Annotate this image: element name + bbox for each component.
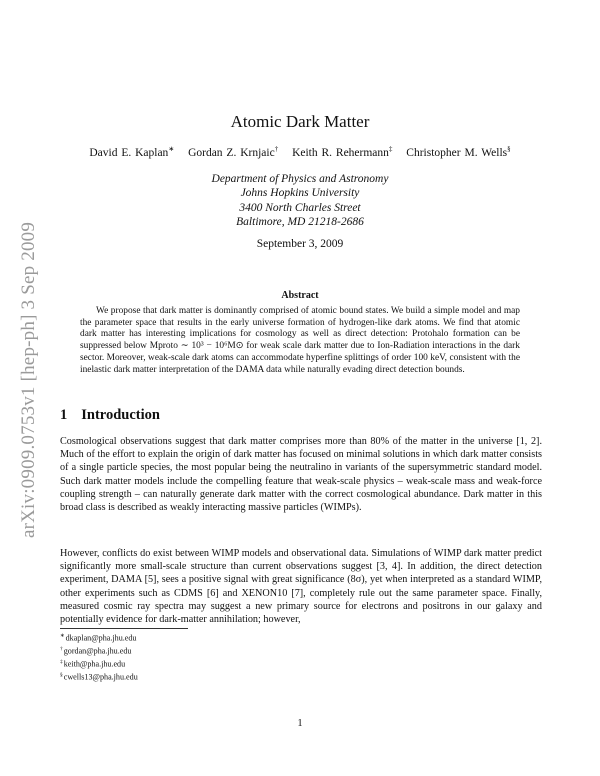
affiliation-line: Department of Physics and Astronomy bbox=[211, 173, 389, 185]
section-number: 1 bbox=[60, 407, 68, 423]
author-list bbox=[0, 145, 600, 159]
author-mark: † bbox=[274, 145, 279, 153]
author bbox=[292, 147, 392, 159]
author bbox=[89, 147, 174, 159]
author-name: Keith R. Rehermann bbox=[292, 146, 389, 159]
author bbox=[406, 147, 510, 159]
paper-title: Atomic Dark Matter bbox=[230, 112, 370, 131]
author-name: David E. Kaplan bbox=[89, 146, 169, 159]
affiliation bbox=[0, 172, 600, 229]
abstract-heading: Abstract bbox=[281, 290, 319, 301]
footnote-email[interactable]: gordan@pha.jhu.edu bbox=[63, 646, 132, 656]
page-number: 1 bbox=[297, 718, 303, 729]
affiliation-line: 3400 North Charles Street bbox=[239, 201, 361, 214]
body-paragraph: However, conflicts do exist between WIMP models and observational data. Simulations of WIMP dark matter predict significantly more small-scale structure than current observations suggest [3, 4]. In addition, the direct detection experiment, DAMA [5], sees a positive signal with great significance (8σ), yet when interpreted as a standard WIMP, other experiments such as CDMS [6] and XENON10 [7], completely rule out the same parameter space. Finally, measured cosmic ray spectra may suggest a new primary source for electrons and positrons in our galaxy and potentially evidence for dark-matter annihilation; however, bbox=[60, 548, 542, 626]
footnote bbox=[60, 670, 138, 683]
affiliation-line: Baltimore, MD 21218-2686 bbox=[236, 215, 364, 228]
author bbox=[188, 147, 278, 159]
affiliation-line: Johns Hopkins University bbox=[240, 187, 360, 200]
author-name: Christopher M. Wells bbox=[406, 146, 508, 159]
author-mark: ‡ bbox=[388, 145, 393, 153]
abstract-body: We propose that dark matter is dominantly comprised of atomic bound states. We build a simple model and map the parameter space that results in the early universe formation of hydrogen-like dark atoms. We find that atomic dark matter has interesting implications for cosmology as well as direct detection: Protohalo formation can be suppressed below Mproto ∼ 10³ − 10⁶M⊙ for weak scale dark matter due to Ion-Radiation interactions in the dark sector. Moreover, weak-scale dark atoms can accommodate hyperfine splittings of order 100 keV, consistent with the inelastic dark matter interpretation of the DAMA data while naturally evading direct detection bounds. bbox=[80, 306, 520, 375]
author-mark: § bbox=[507, 145, 511, 153]
section-title: Introduction bbox=[81, 407, 160, 423]
footnotes bbox=[60, 631, 138, 683]
footnote bbox=[60, 644, 138, 657]
footnote bbox=[60, 657, 138, 670]
footnote-mark: † bbox=[60, 645, 63, 652]
footnote-mark: § bbox=[60, 671, 63, 678]
footnote-mark: ‡ bbox=[60, 658, 63, 665]
footnote-email[interactable]: dkaplan@pha.jhu.edu bbox=[65, 633, 137, 643]
footnote-email[interactable]: cwells13@pha.jhu.edu bbox=[63, 672, 138, 682]
section-heading bbox=[60, 407, 160, 424]
footnote-email[interactable]: keith@pha.jhu.edu bbox=[63, 659, 126, 669]
body-paragraph: Cosmological observations suggest that dark matter comprises more than 80% of the matter in the universe [1, 2]. Much of the effort to explain the origin of dark matter has focused on minimal solutions in which dark matter consists of a single particle species, the most popular being the neutralino in variants of the supersymmetric standard model. Such dark matter models include the compelling feature that weak-scale physics – weak-scale mass and weak-force coupling strength – can naturally generate dark matter with the correct cosmological abundance. Dark matter in this broad class is described as weakly interacting massive particles (WIMPs). bbox=[60, 436, 542, 514]
paper-date: September 3, 2009 bbox=[256, 238, 344, 250]
author-name: Gordan Z. Krnjaic bbox=[188, 146, 275, 159]
footnote-mark: ∗ bbox=[60, 633, 65, 639]
arxiv-stamp bbox=[14, 195, 44, 565]
footnote-rule bbox=[60, 628, 188, 629]
author-mark: ∗ bbox=[168, 145, 175, 153]
footnote bbox=[60, 631, 138, 644]
arxiv-stamp-text: arXiv:0909.0753v1 [hep-ph] 3 Sep 2009 bbox=[18, 221, 40, 539]
